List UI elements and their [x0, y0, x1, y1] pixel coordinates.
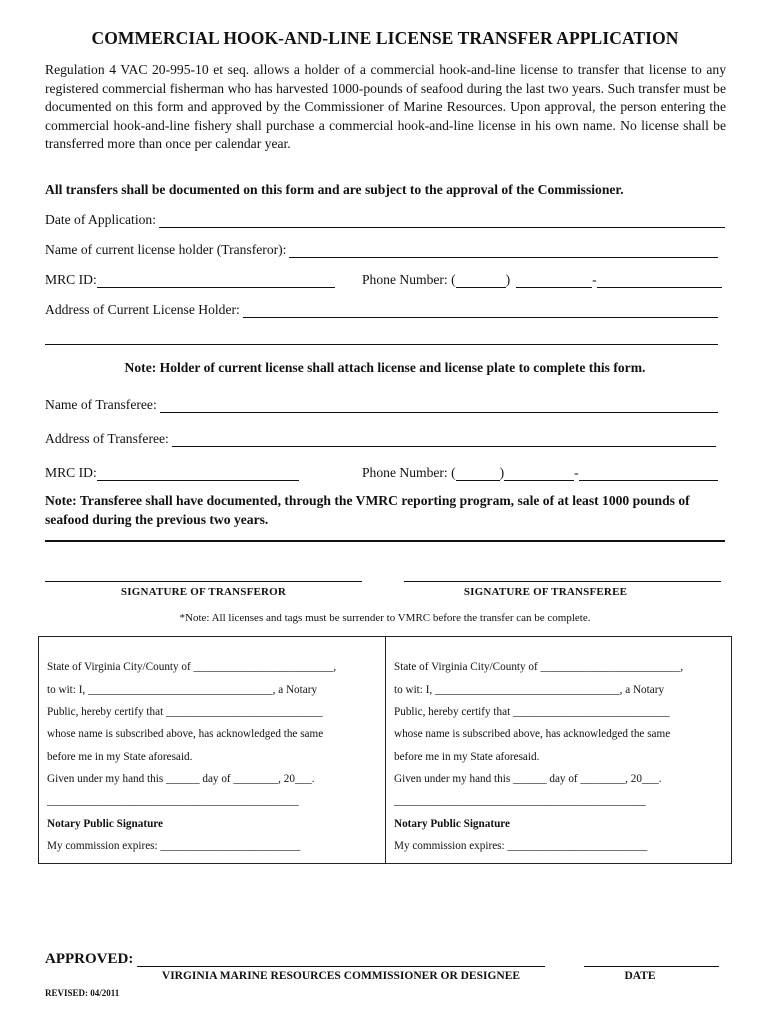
notary-subscribed-line: whose name is subscribed above, has acknowledged the same — [47, 728, 324, 740]
transferor-signature-label: SIGNATURE OF TRANSFEROR — [120, 586, 287, 598]
notary-column-transferor — [39, 637, 386, 863]
date-of-application-row — [45, 208, 725, 228]
notary-state-line[interactable]: State of Virginia City/County of _________________________, — [394, 661, 684, 673]
intro-paragraph: Regulation 4 VAC 20-995-10 et seq. allows a holder of a commercial hook-and-line license to transfer that license to any registered commercial fisherman who has harvested 1000-pounds of seafood during the last two years. Such transfer must be documented on this form and approved by the Commissioner of Marine Resources. Upon approval, the person entering the commercial hook-and-line fishery shall purchase a commercial hook-and-line license in his own name. No license shall be transferred more than once per calendar year. — [45, 62, 726, 152]
transferee-phone-label: Phone Number: ( — [362, 465, 456, 480]
transferee-mrc-field[interactable] — [97, 466, 299, 481]
notary-before-me-line: before me in my State aforesaid. — [394, 751, 540, 763]
transferee-name-label: Name of Transferee: — [45, 397, 157, 412]
approved-label: APPROVED: — [45, 951, 134, 967]
transferor-phone-line-field[interactable] — [597, 273, 722, 288]
date-of-application-field[interactable] — [159, 213, 725, 228]
revised-date: REVISED: 04/2011 — [45, 988, 120, 998]
transferee-phone-close: ) — [499, 465, 505, 480]
transferee-mrc-label: MRC ID: — [45, 465, 97, 480]
commissioner-label: VIRGINIA MARINE RESOURCES COMMISSIONER OR DESIGNEE — [161, 970, 521, 982]
all-transfers-notice: All transfers shall be documented on this form and are subject to the approval of the Commissioner. — [45, 182, 624, 197]
notary-given-line[interactable]: Given under my hand this ______ day of ________, 20___. — [394, 773, 662, 785]
notary-to-wit-line[interactable]: to wit: I, _________________________________, a Notary — [394, 684, 665, 696]
notary-column-transferee — [386, 637, 731, 863]
transferor-phone-label: Phone Number: ( — [362, 272, 456, 287]
notary-given-line[interactable]: Given under my hand this ______ day of ________, 20___. — [47, 773, 315, 785]
notary-commission-line[interactable]: My commission expires: _________________________ — [394, 840, 648, 852]
notary-certify-line[interactable]: Public, hereby certify that ____________________________ — [47, 706, 323, 718]
transferee-phone-prefix-field[interactable] — [504, 466, 574, 481]
transferor-phone-area-field[interactable] — [456, 273, 506, 288]
transferor-name-row — [45, 238, 718, 258]
notary-certify-line[interactable]: Public, hereby certify that ____________________________ — [394, 706, 670, 718]
holder-note: Note: Holder of current license shall attach license and license plate to complete this form. — [124, 360, 646, 375]
transferee-name-row — [45, 393, 718, 413]
transferor-phone-dash: - — [592, 272, 597, 287]
transferor-phone-prefix-field[interactable] — [516, 273, 592, 288]
transferor-mrc-field[interactable] — [97, 273, 335, 288]
section-divider — [45, 540, 725, 542]
transferor-name-field[interactable] — [289, 243, 718, 258]
transferee-signature-label: SIGNATURE OF TRANSFEREE — [463, 586, 628, 598]
transferor-signature-line[interactable] — [45, 581, 362, 582]
transferee-address-label: Address of Transferee: — [45, 431, 169, 446]
notary-state-line[interactable]: State of Virginia City/County of _________________________, — [47, 661, 337, 673]
transferor-phone-row — [362, 268, 722, 288]
transferee-signature-line[interactable] — [404, 581, 721, 582]
notary-subscribed-line: whose name is subscribed above, has acknowledged the same — [394, 728, 671, 740]
surrender-note: *Note: All licenses and tags must be surrender to VMRC before the transfer can be complete. — [179, 612, 591, 624]
notary-signature-line[interactable]: _____________________________________________ — [394, 795, 646, 807]
approval-date-label: DATE — [624, 970, 656, 982]
notary-signature-label: Notary Public Signature — [47, 818, 164, 830]
transferor-phone-close: ) — [505, 272, 511, 287]
notary-to-wit-line[interactable]: to wit: I, _________________________________, a Notary — [47, 684, 318, 696]
transferor-address-line-2[interactable] — [45, 344, 718, 345]
notary-before-me-line: before me in my State aforesaid. — [47, 751, 193, 763]
notary-commission-line[interactable]: My commission expires: _________________________ — [47, 840, 301, 852]
transferee-phone-line-field[interactable] — [579, 466, 718, 481]
transferee-address-row — [45, 427, 716, 447]
form-title: COMMERCIAL HOOK-AND-LINE LICENSE TRANSFER APPLICATION — [91, 28, 679, 48]
notary-signature-label: Notary Public Signature — [394, 818, 511, 830]
transferor-mrc-label: MRC ID: — [45, 272, 97, 287]
transferor-name-label: Name of current license holder (Transferor): — [45, 242, 287, 257]
transferor-address-row — [45, 298, 718, 318]
approval-date-line[interactable] — [584, 966, 719, 967]
commissioner-signature-line[interactable] — [137, 966, 545, 967]
transferee-note: Note: Transferee shall have documented, through the VMRC reporting program, sale of at least 1000 pounds of seafood during the previous two years. — [45, 493, 690, 527]
date-of-application-label: Date of Application: — [45, 212, 156, 227]
notary-section — [38, 636, 732, 864]
transferee-phone-dash: - — [574, 465, 579, 480]
transferee-phone-area-field[interactable] — [456, 466, 500, 481]
transferor-address-label: Address of Current License Holder: — [45, 302, 240, 317]
transferee-mrc-row — [45, 461, 299, 481]
transferor-address-field[interactable] — [243, 303, 718, 318]
transferee-name-field[interactable] — [160, 398, 718, 413]
notary-signature-line[interactable]: _____________________________________________ — [47, 795, 299, 807]
transferee-phone-row — [362, 461, 718, 481]
transferor-mrc-row — [45, 268, 335, 288]
transferee-address-field[interactable] — [172, 432, 716, 447]
